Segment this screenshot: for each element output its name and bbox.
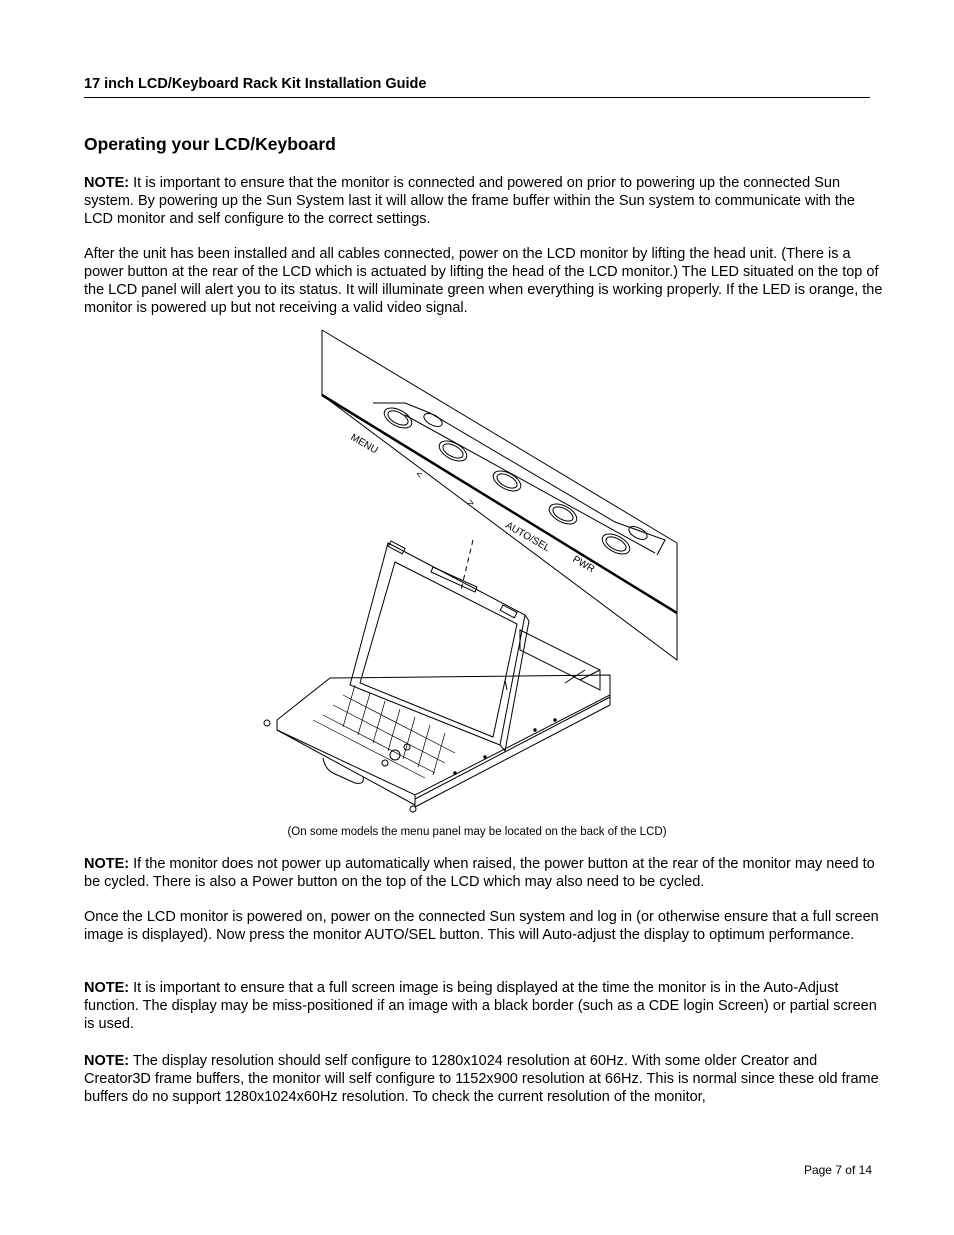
paragraph-text: The display resolution should self configure to 1280x1024 resolution at 60Hz. With some older Creator and Creator3D frame buffers, the monitor will self configure to 1152x900 resolution at 66Hz. This is normal since these old frame buffers do no support 1280x1024x60Hz resolution. To check the current resolution of the monitor, (84, 1053, 879, 1105)
trackball-icon (390, 750, 400, 760)
lcd-screen (360, 562, 517, 737)
menu-label: MENU (348, 432, 380, 457)
paragraph-note-3 (84, 979, 884, 1033)
note-lead: NOTE: (84, 175, 130, 191)
paragraph-text: It is important to ensure that a full screen image is being displayed at the time the monitor is in the Auto-Adjust function. The display may be miss-positioned if an image with a black border (such as a CDE login Screen) or partial screen is used. (84, 980, 877, 1032)
note-lead: NOTE: (84, 980, 130, 996)
document-header-title: 17 inch LCD/Keyboard Rack Kit Installation Guide (84, 76, 427, 92)
header-divider (84, 97, 870, 98)
paragraph-power-on (84, 245, 884, 317)
section-heading: Operating your LCD/Keyboard (84, 134, 336, 154)
paragraph-note-4 (84, 1052, 884, 1106)
paragraph-note-1 (84, 174, 884, 228)
rear-block (520, 630, 600, 690)
paragraph-auto-sel (84, 908, 884, 944)
note-lead: NOTE: (84, 1053, 130, 1069)
lcd-keyboard-illustration (255, 325, 685, 820)
paragraph-text: Once the LCD monitor is powered on, power on the connected Sun system and log in (or otherwise ensure that a full screen image is displayed). Now press the monitor AUTO/SEL button. This will Auto-adjust the display to optimum performance. (84, 909, 879, 943)
detail-panel-outline (322, 330, 677, 660)
figure-caption: (On some models the menu panel may be located on the back of the LCD) (287, 826, 667, 838)
left-arrow-label: < (413, 469, 425, 482)
paragraph-text: If the monitor does not power up automatically when raised, the power button at the rear of the monitor may need to be cycled. There is also a Power button on the top of the LCD which may also need to be cycled. (84, 856, 875, 890)
right-arrow-label: > (465, 497, 477, 510)
auto-sel-button-icon (546, 500, 580, 528)
menu-button-icon (381, 404, 415, 432)
auto-sel-label: AUTO/SEL (503, 520, 552, 555)
pwr-button-icon (599, 530, 633, 558)
screw-icon (264, 720, 270, 726)
page-number: Page 7 of 14 (803, 1163, 872, 1177)
lcd-keyboard-figure (255, 325, 685, 820)
paragraph-note-2 (84, 855, 884, 891)
keyboard-tray (277, 675, 610, 795)
paragraph-text: After the unit has been installed and all cables connected, power on the LCD monitor by lifting the head unit. (There is a power button at the rear of the LCD which is actuated by lifting the head of the LCD monitor.) The LED situated on the top of the LCD panel will alert you to its status. It will illuminate green when everything is working properly. If the LED is orange, the monitor is powered up but not receiving a valid video signal. (84, 246, 883, 316)
tray-handle (323, 758, 363, 783)
pwr-label: PWR (570, 554, 597, 576)
note-lead: NOTE: (84, 856, 130, 872)
paragraph-text: It is important to ensure that the monitor is connected and powered on prior to powering up the connected Sun system. By powering up the Sun System last it will allow the frame buffer within the Sun system to communicate with the LCD monitor and self configure to the correct settings. (84, 175, 855, 227)
